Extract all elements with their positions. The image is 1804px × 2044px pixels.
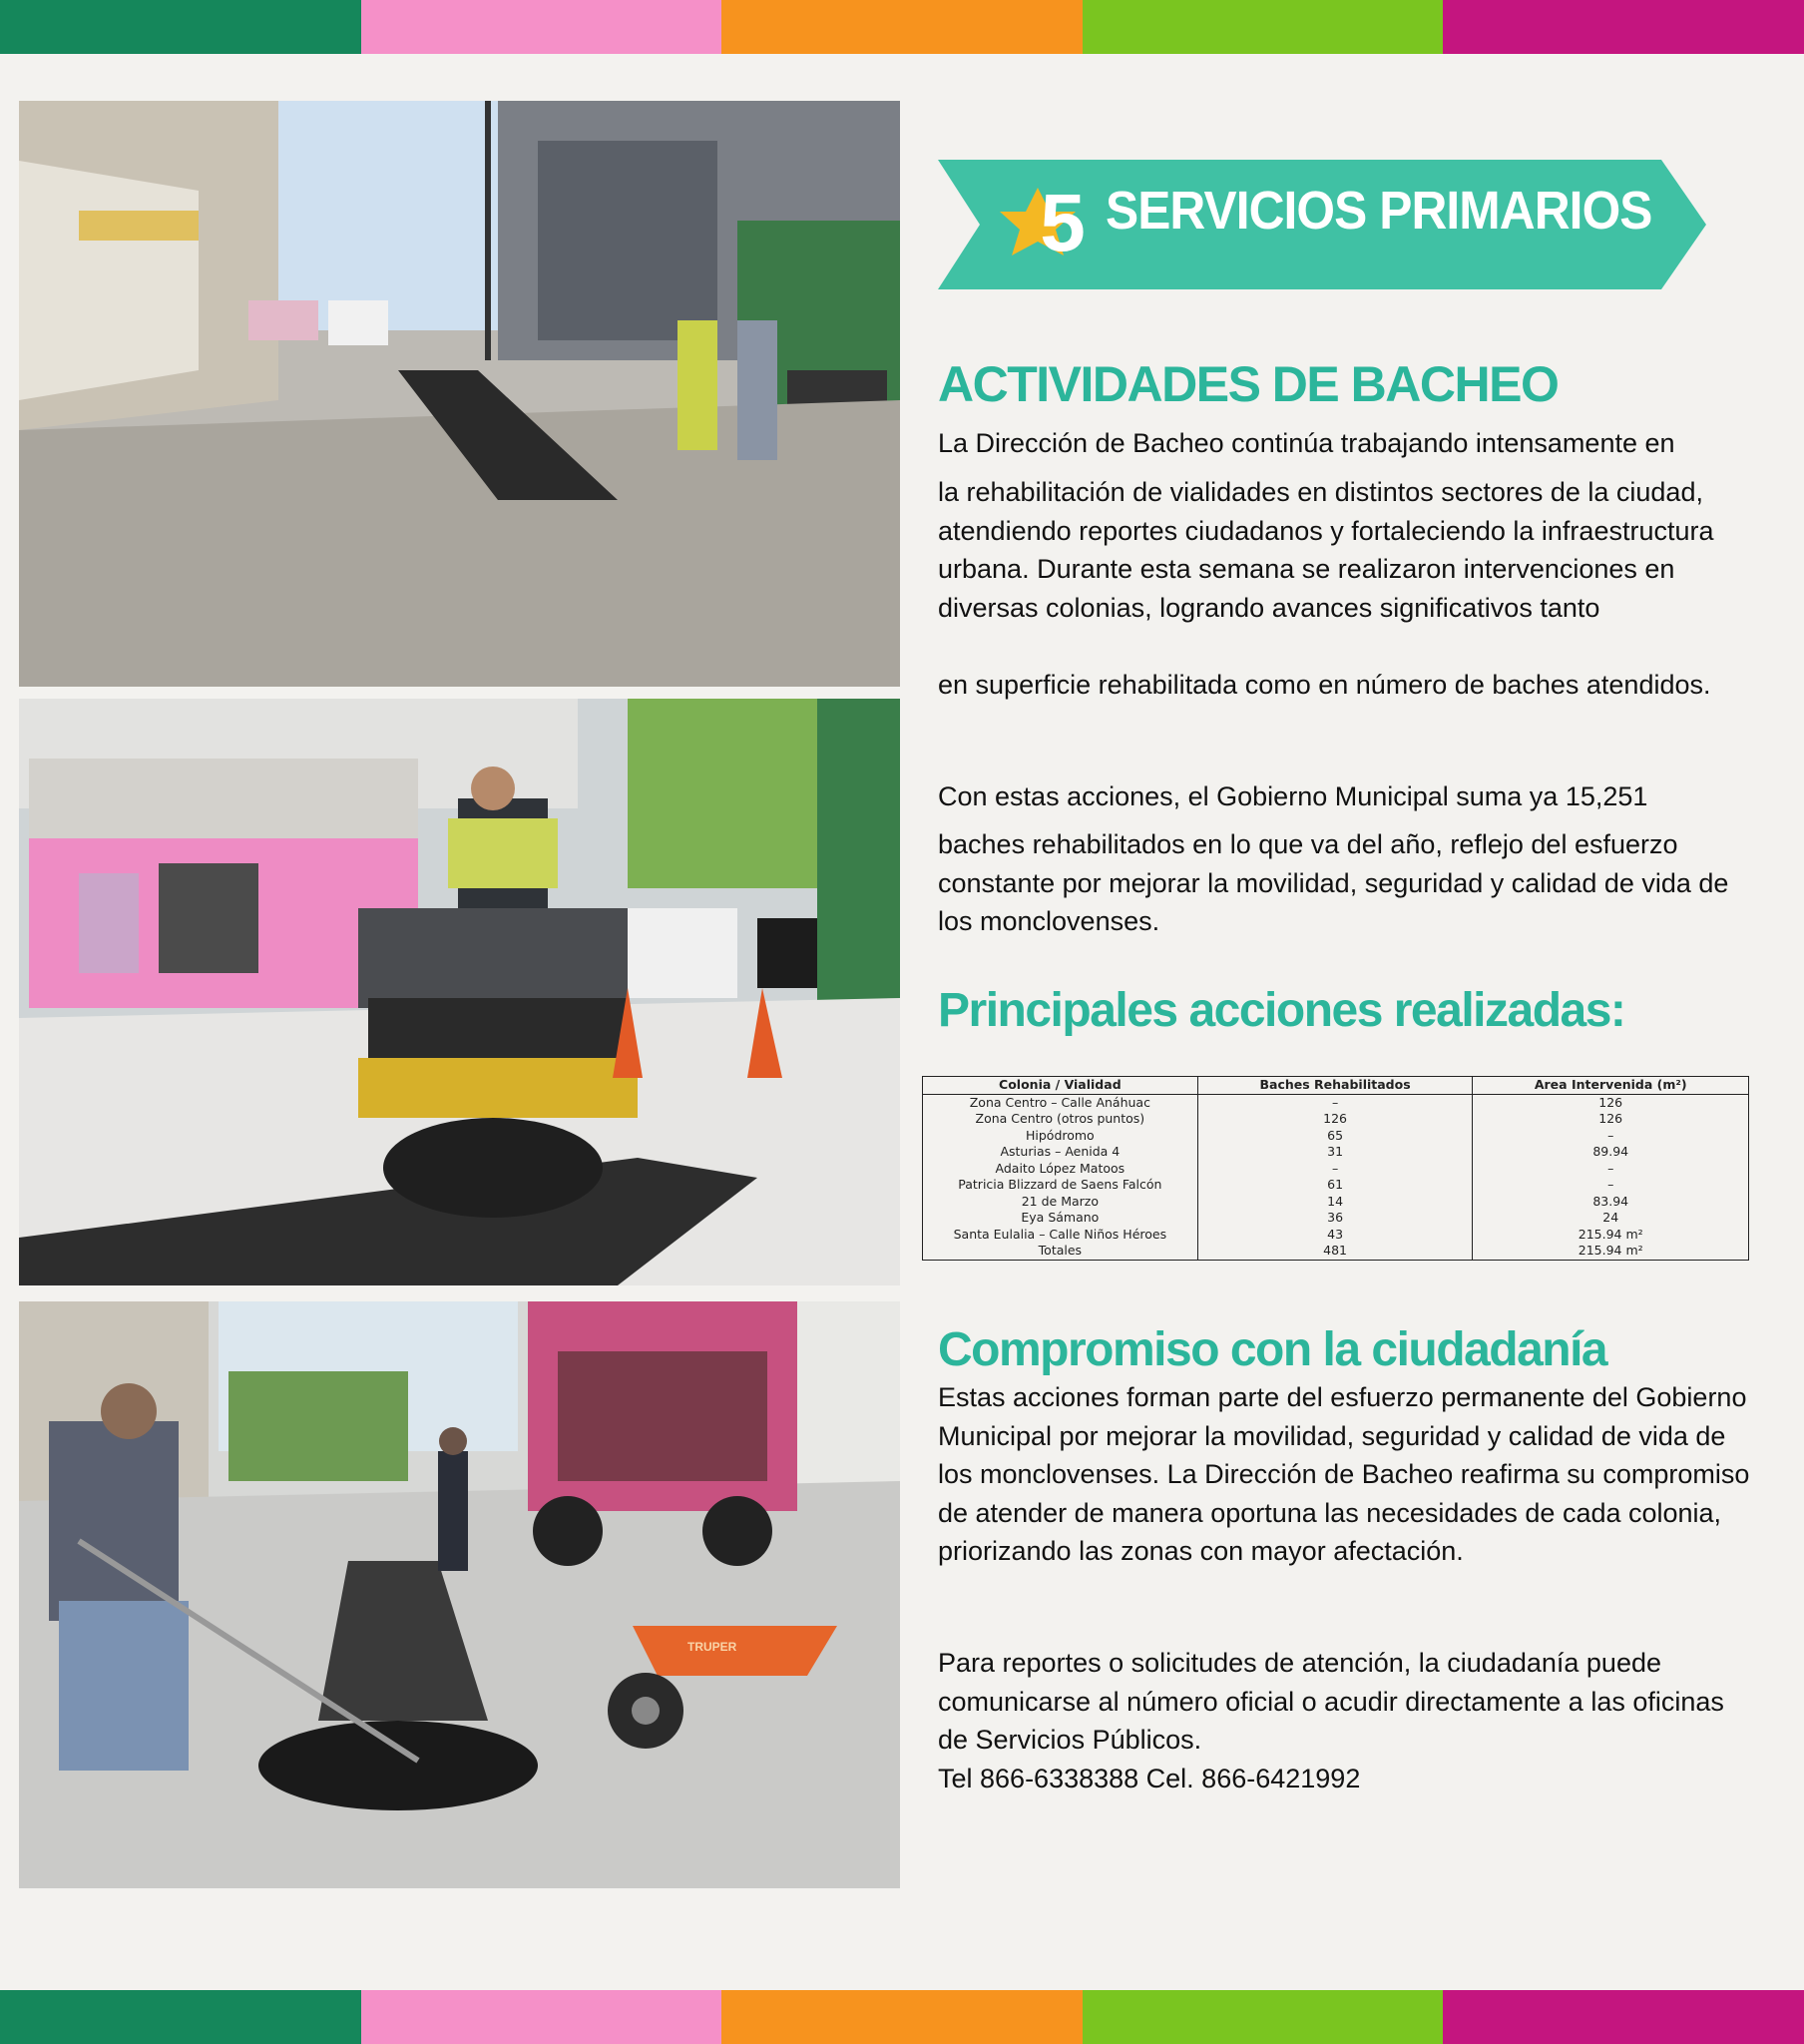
table-header-colonia: Colonia / Vialidad [923,1077,1198,1095]
photo-worker-wheelbarrow [19,1301,900,1888]
photo-roller-compactor [19,699,900,1285]
section-banner [938,160,1706,289]
table-row [923,1227,1749,1244]
table-cell: 126 [1473,1111,1749,1128]
table-row [923,1194,1749,1211]
table-cell: Zona Centro – Calle Anáhuac [923,1094,1198,1111]
table-row [923,1128,1749,1145]
photo-street-bacheo-image [19,101,900,687]
table-row-totals [923,1243,1749,1260]
table-cell: 126 [1473,1094,1749,1111]
stripe-pink [361,1990,722,2044]
table-header-row [923,1077,1749,1095]
stripe-green [0,0,361,54]
paragraph-reportes: Para reportes o solicitudes de atención, la ciudadanía puede comunicarse al número oficial o acudir directamente a las oficinas de Servicios Públicos. [938,1648,1724,1755]
table-header-baches: Baches Rehabilitados [1197,1077,1473,1095]
table-row [923,1094,1749,1111]
banner-title: SERVICIOS PRIMARIOS [1106,181,1652,241]
table-cell: 126 [1197,1111,1473,1128]
table-cell: Totales [923,1243,1198,1260]
paragraph-intro-1: La Dirección de Bacheo continúa trabajando intensamente en [938,428,1675,458]
table-cell: 31 [1197,1144,1473,1161]
table-cell: 36 [1197,1210,1473,1227]
bottom-color-stripe [0,1990,1804,2044]
table-row [923,1161,1749,1178]
table-cell: 14 [1197,1194,1473,1211]
table-cell: Asturias – Aenida 4 [923,1144,1198,1161]
table-cell: Patricia Blizzard de Saens Falcón [923,1177,1198,1194]
actions-table [922,1076,1749,1261]
photo-street-bacheo [19,101,900,687]
wheelbarrow-brand-label: TRUPER [687,1640,737,1654]
banner-number: 5 [1040,178,1086,268]
stripe-magenta [1443,0,1804,54]
table-cell: 481 [1197,1243,1473,1260]
photo-worker-wheelbarrow-image [19,1301,900,1888]
contact-phones: Tel 866-6338388 Cel. 866-6421992 [938,1764,1361,1793]
actions-table-grid [922,1076,1749,1261]
table-row [923,1210,1749,1227]
table-cell: – [1473,1177,1749,1194]
table-cell: 89.94 [1473,1144,1749,1161]
table-cell: Hipódromo [923,1128,1198,1145]
table-cell: 21 de Marzo [923,1194,1198,1211]
top-color-stripe [0,0,1804,54]
paragraph-compromiso: Estas acciones forman parte del esfuerzo permanente del Gobierno Municipal por mejorar la movilidad, seguridad y calidad de vida de los monclovenses. La Dirección de Bacheo reafirma su compromiso de atender de manera oportuna las necesidades de cada colonia, priorizando las zonas con mayor afectación. [938,1382,1750,1566]
table-row [923,1177,1749,1194]
heading-principales-acciones: Principales acciones realizadas: [938,984,1625,1037]
table-cell: 43 [1197,1227,1473,1244]
table-cell: 83.94 [1473,1194,1749,1211]
paragraph-intro-2: la rehabilitación de vialidades en distintos sectores de la ciudad, atendiendo reportes ciudadanos y fortaleciendo la infraestructura urbana. Durante esta semana se realizaron intervenciones en diversas colonias, logrando avances significativos tanto [938,477,1714,623]
stripe-orange [721,1990,1083,2044]
stripe-orange [721,0,1083,54]
table-cell: 215.94 m² [1473,1243,1749,1260]
table-row [923,1111,1749,1128]
table-header-area: Area Intervenida (m²) [1473,1077,1749,1095]
table-cell: 65 [1197,1128,1473,1145]
stripe-lime [1083,0,1444,54]
table-cell: Adaito López Matoos [923,1161,1198,1178]
table-cell: 61 [1197,1177,1473,1194]
photo-roller-compactor-image [19,699,900,1285]
table-cell: – [1197,1094,1473,1111]
paragraph-total-2: baches rehabilitados en lo que va del año, reflejo del esfuerzo constante por mejorar la movilidad, seguridad y calidad de vida de los monclovenses. [938,829,1729,936]
heading-compromiso: Compromiso con la ciudadanía [938,1323,1607,1376]
table-cell: Santa Eulalia – Calle Niños Héroes [923,1227,1198,1244]
table-cell: 24 [1473,1210,1749,1227]
stripe-green [0,1990,361,2044]
heading-actividades: ACTIVIDADES DE BACHEO [938,356,1559,412]
table-cell: – [1197,1161,1473,1178]
table-cell: 215.94 m² [1473,1227,1749,1244]
table-cell: – [1473,1161,1749,1178]
stripe-pink [361,0,722,54]
table-cell: Eya Sámano [923,1210,1198,1227]
paragraph-total-1: Con estas acciones, el Gobierno Municipal suma ya 15,251 [938,781,1648,811]
paragraph-intro-3: en superficie rehabilitada como en número de baches atendidos. [938,670,1711,700]
stripe-magenta [1443,1990,1804,2044]
stripe-lime [1083,1990,1444,2044]
table-cell: Zona Centro (otros puntos) [923,1111,1198,1128]
table-cell: – [1473,1128,1749,1145]
table-row [923,1144,1749,1161]
